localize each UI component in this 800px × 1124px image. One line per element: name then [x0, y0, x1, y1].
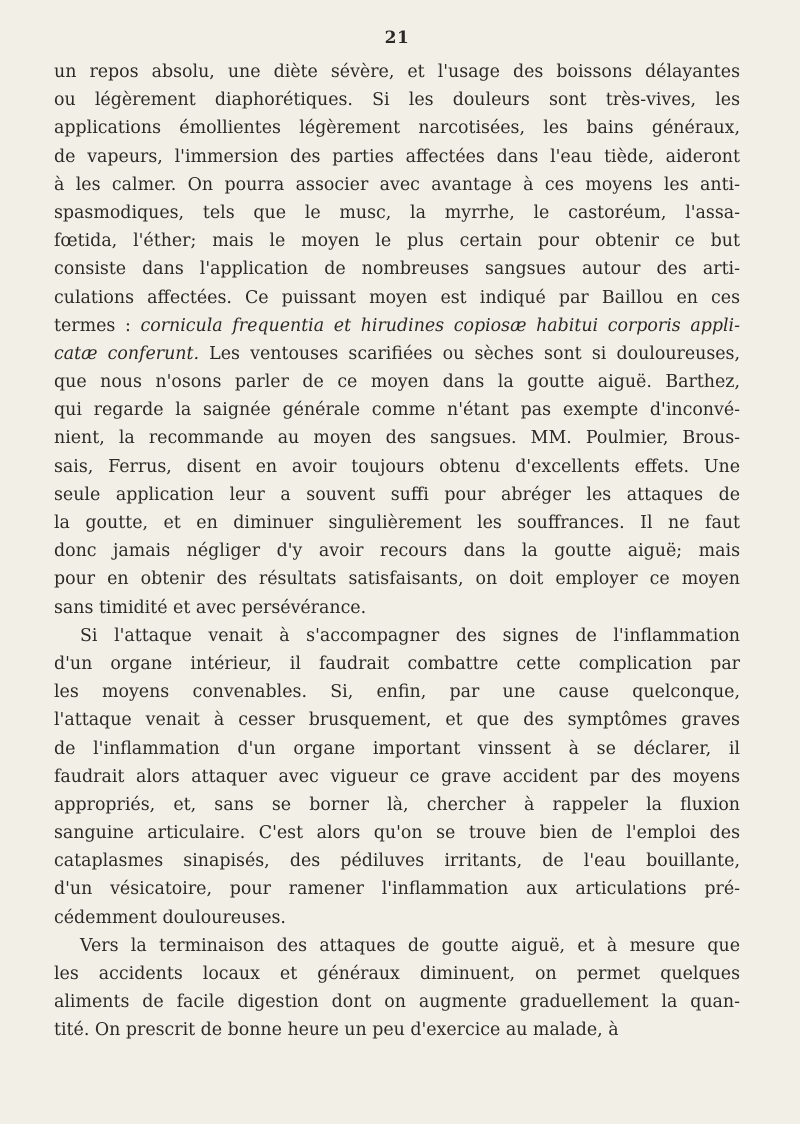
text-run: de vapeurs, l'immersion des parties affectées dans l'eau tiède, aideront: [54, 146, 740, 167]
text-line: [54, 368, 740, 396]
text-run: consiste dans l'application de nombreuses sangsues autour des arti-: [54, 259, 740, 280]
text-line: [54, 1016, 740, 1044]
text-run: fœtida, l'éther; mais le moyen le plus certain pour obtenir ce but: [54, 231, 740, 252]
page-number: 21: [384, 28, 410, 48]
text-run: la goutte, et en diminuer singulièrement les souffrances. Il ne faut: [54, 513, 740, 533]
text-run: pour en obtenir des résultats satisfaisants, on doit employer ce moyen: [54, 569, 740, 590]
text-run: appropriés, et, sans se borner là, chercher à rappeler la fluxion: [54, 794, 740, 815]
paragraph: [54, 622, 740, 932]
text-run: spasmodiques, tels que le musc, la myrrhe, le castoréum, l'assa-: [54, 202, 740, 223]
text-run: Vers la terminaison des attaques de goutte aiguë, et à mesure que: [80, 935, 740, 956]
text-run: sanguine articulaire. C'est alors qu'on se trouve bien de l'emploi des: [54, 823, 740, 844]
text-line: [54, 424, 740, 452]
text-run: termes :: [54, 315, 141, 336]
text-line: [54, 86, 740, 114]
text-run: Les ventouses scarifiées ou sèches sont si douloureuses,: [199, 343, 740, 364]
paragraph: [54, 932, 740, 1045]
text-run: d'un vésicatoire, pour ramener l'inflammation aux articulations pré-: [54, 879, 740, 900]
text-line: [54, 678, 740, 706]
text-run: tité. On prescrit de bonne heure un peu d'exercice au malade, à: [54, 1020, 619, 1041]
text-line: [54, 847, 740, 875]
text-line: [54, 284, 740, 312]
text-line: [54, 396, 740, 424]
text-line: [54, 255, 740, 283]
text-run: faudrait alors attaquer avec vigueur ce grave accident par des moyens: [54, 766, 740, 787]
text-run: que nous n'osons parler de ce moyen dans la goutte aiguë. Barthez,: [54, 372, 740, 393]
text-run: sais, Ferrus, disent en avoir toujours obtenu d'excellents effets. Une: [54, 456, 740, 477]
text-line: [54, 791, 740, 819]
text-line: [54, 481, 740, 509]
text-line: [54, 932, 740, 960]
text-run: un repos absolu, une diète sévère, et l'usage des boissons délayantes: [54, 62, 740, 82]
text-line: [54, 819, 740, 847]
text-line: [54, 453, 740, 481]
text-run: aliments de facile digestion dont on augmente graduellement la quan-: [54, 992, 740, 1013]
text-line: [54, 227, 740, 255]
text-line: [54, 706, 740, 734]
paragraph: [54, 58, 740, 622]
text-run: à les calmer. On pourra associer avec avantage à ces moyens les anti-: [54, 174, 740, 195]
text-run: cataplasmes sinapisés, des pédiluves irritants, de l'eau bouillante,: [54, 851, 740, 872]
text-run: culations affectées. Ce puissant moyen est indiqué par Baillou en ces: [54, 287, 740, 308]
text-run: ou légèrement diaphorétiques. Si les douleurs sont très-vives, les: [54, 90, 740, 111]
text-line: [54, 988, 740, 1016]
text-run: sans timidité et avec persévérance.: [54, 597, 367, 618]
text-line: [54, 650, 740, 678]
text-run: cédemment douloureuses.: [54, 907, 286, 928]
text-run: seule application leur a souvent suffi pour abréger les attaques de: [54, 484, 740, 505]
text-line: [54, 340, 740, 368]
text-line: [54, 904, 740, 932]
text-line: [54, 171, 740, 199]
text-run: nient, la recommande au moyen des sangsues. MM. Poulmier, Brous-: [54, 428, 740, 449]
text-line: [54, 875, 740, 903]
text-run: d'un organe intérieur, il faudrait combattre cette complication par: [54, 653, 740, 674]
italic-text: catæ conferunt.: [54, 343, 199, 364]
body-text: [54, 58, 740, 1045]
text-line: [54, 565, 740, 593]
text-run: les moyens convenables. Si, enfin, par une cause quelconque,: [54, 682, 740, 703]
text-run: de l'inflammation d'un organe important vinssent à se déclarer, il: [54, 738, 740, 759]
text-run: applications émollientes légèrement narcotisées, les bains généraux,: [54, 118, 740, 139]
text-line: [54, 594, 740, 622]
text-line: [54, 143, 740, 171]
text-run: donc jamais négliger d'y avoir recours dans la goutte aiguë; mais: [54, 541, 740, 562]
text-line: [54, 735, 740, 763]
text-line: [54, 537, 740, 565]
text-line: [54, 199, 740, 227]
text-run: l'attaque venait à cesser brusquement, et que des symptômes graves: [54, 710, 740, 731]
text-line: [54, 960, 740, 988]
text-line: [54, 509, 740, 537]
text-line: [54, 114, 740, 142]
text-line: [54, 763, 740, 791]
text-line: [54, 622, 740, 650]
text-line: [54, 58, 740, 86]
text-line: [54, 312, 740, 340]
text-run: Si l'attaque venait à s'accompagner des signes de l'inflammation: [80, 625, 740, 646]
italic-text: cornicula frequentia et hirudines copiosæ habitui corporis appli-: [140, 315, 740, 336]
text-run: qui regarde la saignée générale comme n'étant pas exempte d'inconvé-: [54, 400, 740, 421]
text-run: les accidents locaux et généraux diminuent, on permet quelques: [54, 964, 740, 984]
